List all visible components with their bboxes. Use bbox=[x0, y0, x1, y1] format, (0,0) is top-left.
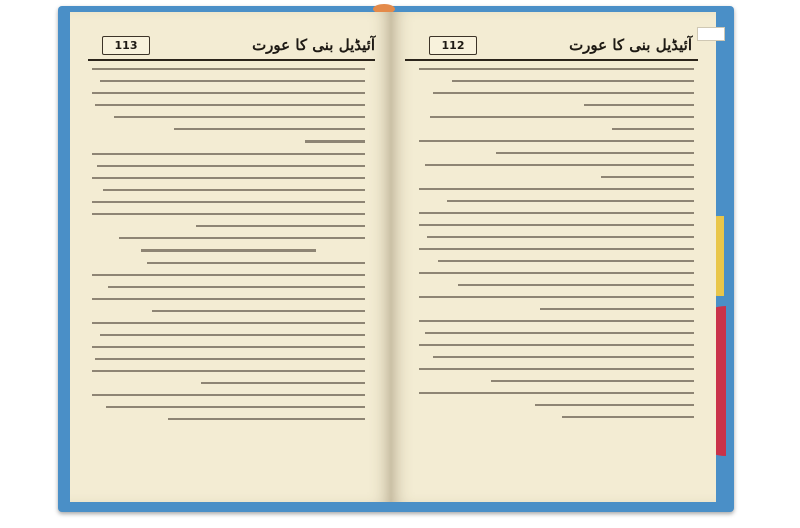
left-page-text-block bbox=[92, 68, 365, 462]
left-page-title: آئیڈیل بنی کا عورت bbox=[252, 36, 375, 54]
right-header-rule bbox=[405, 59, 698, 61]
right-page-header bbox=[405, 36, 698, 58]
right-page-text-block bbox=[419, 68, 694, 462]
left-page bbox=[70, 12, 391, 502]
right-page-number: 112 bbox=[429, 36, 477, 55]
right-page bbox=[391, 12, 716, 502]
page-sticker bbox=[697, 27, 725, 41]
left-header-rule bbox=[88, 59, 375, 61]
left-page-header bbox=[88, 36, 375, 58]
left-page-number: 113 bbox=[102, 36, 150, 55]
right-page-title: آئیڈیل بنی کا عورت bbox=[569, 36, 692, 54]
